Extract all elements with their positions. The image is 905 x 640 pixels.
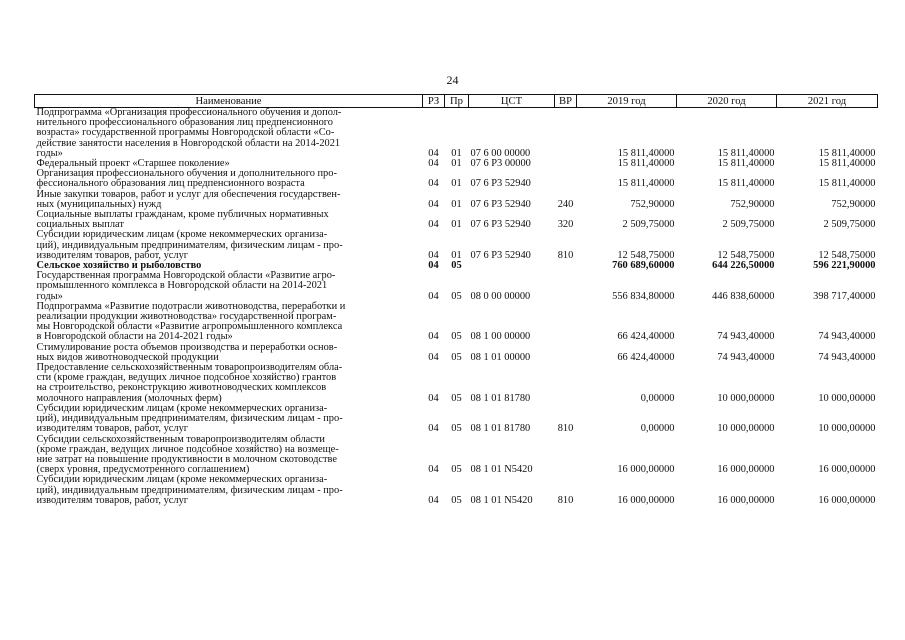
row-name-line: действие занятости населения в Новгородской области на 2014-2021 [36,137,341,149]
row-name-line: реализации продукции животноводства» государственной програм- [36,311,337,323]
row-cst: 08 0 00 00000 [470,290,531,302]
row-rz: 04 [428,351,439,363]
row-name-line: Субсидии юридическим лицам (кроме некоммерческих организа- [36,402,328,414]
row-name-line: изводителям товаров, работ, услуг [36,249,189,261]
row-value-2021: 10 000,00000 [818,423,876,435]
table-row [35,302,878,343]
row-pr: 01 [451,158,462,170]
row-name-line: нительного профессионального образования лиц предпенсионного [36,117,333,129]
row-value-2020: 16 000,00000 [717,494,775,506]
row-cst: 08 1 01 81780 [470,423,531,435]
row-value-2021: 752,90000 [831,198,876,210]
row-vr [555,169,577,189]
row-name-line: ных видов животноводческой продукции [36,351,219,363]
row-rz: 04 [428,219,439,231]
row-name [35,475,423,506]
row-name [35,271,423,302]
row-vr [555,302,577,343]
row-cst: 08 1 01 00000 [470,351,531,363]
header-2021: 2021 год [777,95,878,108]
row-name-line: Предоставление сельскохозяйственным товаропроизводителям обла- [36,362,343,374]
row-value-2020: 446 838,60000 [712,290,775,302]
header-cst: ЦСТ [469,95,555,108]
row-value-2020: 74 943,40000 [717,331,775,343]
row-rz: 04 [428,464,439,476]
table-body [35,108,878,506]
table-header-row [35,95,878,108]
table-row [35,169,878,189]
row-cst: 07 6 Р3 52940 [470,178,531,190]
row-name [35,210,423,230]
row-value-2021: 15 811,40000 [818,147,876,159]
row-name-line: (кроме граждан, ведущих личное подсобное хозяйство) на возмеще- [36,443,339,455]
row-rz: 04 [428,158,439,170]
row-rz: 04 [428,392,439,404]
row-name-line: социальных выплат [36,219,124,231]
row-cst: 07 6 Р3 52940 [470,198,531,210]
row-value-2020: 10 000,00000 [717,423,775,435]
row-value-2021: 15 811,40000 [818,178,876,190]
row-value-2019: 752,90000 [630,198,675,210]
row-cst: 08 1 00 00000 [470,331,531,343]
row-value-2020: 2 509,75000 [722,219,775,231]
row-pr: 01 [451,198,462,210]
row-cst: 07 6 00 00000 [470,147,531,159]
row-value-2019: 556 834,80000 [612,290,675,302]
row-name-line: Субсидии сельскохозяйственным товаропроизводителям области [36,433,325,445]
row-value-2020: 15 811,40000 [717,147,775,159]
row-vr [555,435,577,476]
table-row [35,343,878,363]
row-value-2021: 2 509,75000 [823,219,876,231]
table-row [35,271,878,302]
row-pr: 05 [451,494,462,506]
row-rz: 04 [428,198,439,210]
row-cst: 08 1 01 81780 [470,392,531,404]
budget-table [34,94,878,506]
row-name-line: Субсидии юридическим лицам (кроме некоммерческих организа- [36,229,328,241]
row-value-2020: 10 000,00000 [717,392,775,404]
row-name-line: ций), индивидуальным предпринимателям, физическим лицам - про- [36,484,343,496]
row-value-2021: 398 717,40000 [813,290,876,302]
row-pr: 05 [451,331,462,343]
row-value-2019: 0,00000 [640,423,675,435]
row-pr: 05 [451,290,462,302]
row-name-line: годы» [36,290,63,302]
row-pr: 01 [451,249,462,261]
row-pr: 05 [451,464,462,476]
row-value-2021: 74 943,40000 [818,331,876,343]
row-name [35,302,423,343]
row-name-line: ние затрат на повышение продуктивности в молочном скотоводстве [36,453,337,465]
row-value-2020: 644 226,50000 [712,260,775,272]
row-cst: 08 1 01 N5420 [470,464,533,476]
table-row [35,475,878,506]
row-value-2021: 15 811,40000 [818,158,876,170]
row-name [35,230,423,261]
row-value-2020: 12 548,75000 [717,249,775,261]
row-cst [469,261,555,271]
row-vr: 240 [557,198,574,210]
row-vr [555,159,577,169]
row-value-2019: 12 548,75000 [617,249,675,261]
row-vr [555,343,577,363]
row-value-2019: 16 000,00000 [617,464,675,476]
row-value-2019: 16 000,00000 [617,494,675,506]
row-name-line: изводителям товаров, работ, услуг [36,494,189,506]
row-value-2021: 12 548,75000 [818,249,876,261]
row-rz: 04 [428,178,439,190]
row-name-line: в Новгородской области на 2014-2021 годы» [36,331,233,343]
row-value-2019: 0,00000 [640,392,675,404]
row-name-line: промышленного комплекса в Новгородской области на 2014-2021 [36,280,328,292]
row-name-line: ных (муниципальных) нужд [36,198,162,210]
row-name-line: ций), индивидуальным предпринимателям, физическим лицам - про- [36,413,343,425]
row-name-line: возраста» государственной программы Новгородской области «Со- [36,127,335,139]
row-name-line: Сельское хозяйство и рыболовство [36,260,202,272]
row-name-line: изводителям товаров, работ, услуг [36,423,189,435]
row-value-2019: 15 811,40000 [617,178,675,190]
row-pr: 01 [451,147,462,159]
table-row [35,210,878,230]
row-rz: 04 [428,423,439,435]
row-name-line: сти (кроме граждан, ведущих личное подсобное хозяйство) грантов [36,372,337,384]
row-value-2021: 10 000,00000 [818,392,876,404]
row-name [35,435,423,476]
row-cst: 07 6 Р3 00000 [470,158,531,170]
row-pr: 05 [451,260,462,272]
row-pr: 05 [451,351,462,363]
row-name-line: Государственная программа Новгородской области «Развитие агро- [36,270,336,282]
row-value-2020: 16 000,00000 [717,464,775,476]
row-value-2019: 760 689,60000 [612,260,675,272]
row-rz: 04 [428,249,439,261]
row-name [35,169,423,189]
row-value-2019: 15 811,40000 [617,147,675,159]
row-value-2019: 66 424,40000 [617,331,675,343]
row-vr [555,261,577,271]
row-name-line: годы» [36,147,63,159]
row-cst: 07 6 Р3 52940 [470,219,531,231]
row-cst: 08 1 01 N5420 [470,494,533,506]
row-name [35,363,423,404]
page-number: 24 [446,73,459,87]
row-name-line: Социальные выплаты гражданам, кроме публичных нормативных [36,209,329,221]
header-rz: РЗ [423,95,445,108]
row-rz: 04 [428,290,439,302]
row-rz: 04 [428,260,439,272]
header-name: Наименование [35,95,423,108]
row-value-2021: 16 000,00000 [818,494,876,506]
row-name [35,343,423,363]
row-value-2020: 15 811,40000 [717,158,775,170]
row-name-line: Стимулирование роста объемов производства и переработки основ- [36,341,338,353]
row-name-line: Федеральный проект «Старшее поколение» [36,158,230,170]
row-name-line: (сверх уровня, предусмотренного соглашением) [36,464,250,476]
row-value-2021: 16 000,00000 [818,464,876,476]
row-name-line: Подпрограмма «Развитие подотрасли животноводства, переработки и [36,300,346,312]
row-vr [555,363,577,404]
table-row [35,435,878,476]
row-value-2021: 74 943,40000 [818,351,876,363]
row-rz: 04 [428,331,439,343]
row-value-2020: 74 943,40000 [717,351,775,363]
row-value-2019: 66 424,40000 [617,351,675,363]
row-name-line: молочного направления (молочных ферм) [36,392,222,404]
row-name-line: на строительство, реконструкцию животноводческих комплексов [36,382,327,394]
row-pr: 05 [451,392,462,404]
header-2019: 2019 год [577,95,677,108]
row-name-line: мы Новгородской области «Развитие агропромышленного комплекса [36,321,343,333]
table-row [35,363,878,404]
row-value-2021: 596 221,90000 [813,260,876,272]
row-vr [555,108,577,160]
row-vr: 810 [557,249,574,261]
header-pr: Пр [445,95,469,108]
row-name-line: Субсидии юридическим лицам (кроме некоммерческих организа- [36,474,328,486]
row-value-2019: 15 811,40000 [617,158,675,170]
row-value-2020: 752,90000 [730,198,775,210]
row-vr [555,271,577,302]
row-vr: 320 [557,219,574,231]
row-vr: 810 [557,494,574,506]
row-name-line: Иные закупки товаров, работ и услуг для обеспечения государствен- [36,188,341,200]
table-row [35,190,878,210]
table-row [35,404,878,435]
header-vr: ВР [555,95,577,108]
row-name [35,404,423,435]
row-cst: 07 6 Р3 52940 [470,249,531,261]
table-row [35,230,878,261]
table-row [35,108,878,160]
row-name-line: Подпрограмма «Организация профессионального обучения и допол- [36,107,342,118]
row-vr: 810 [557,423,574,435]
row-value-2020: 15 811,40000 [717,178,775,190]
row-value-2019: 2 509,75000 [622,219,675,231]
row-name [35,190,423,210]
row-name-line: Организация профессионального обучения и дополнительного про- [36,168,337,180]
row-name-line: фессионального образования лиц предпенсионного возраста [36,178,305,190]
row-pr: 05 [451,423,462,435]
row-rz: 04 [428,147,439,159]
row-rz: 04 [428,494,439,506]
row-name [35,108,423,160]
row-pr: 01 [451,178,462,190]
row-name-line: ций), индивидуальным предпринимателям, физическим лицам - про- [36,239,343,251]
row-pr: 01 [451,219,462,231]
header-2020: 2020 год [677,95,777,108]
